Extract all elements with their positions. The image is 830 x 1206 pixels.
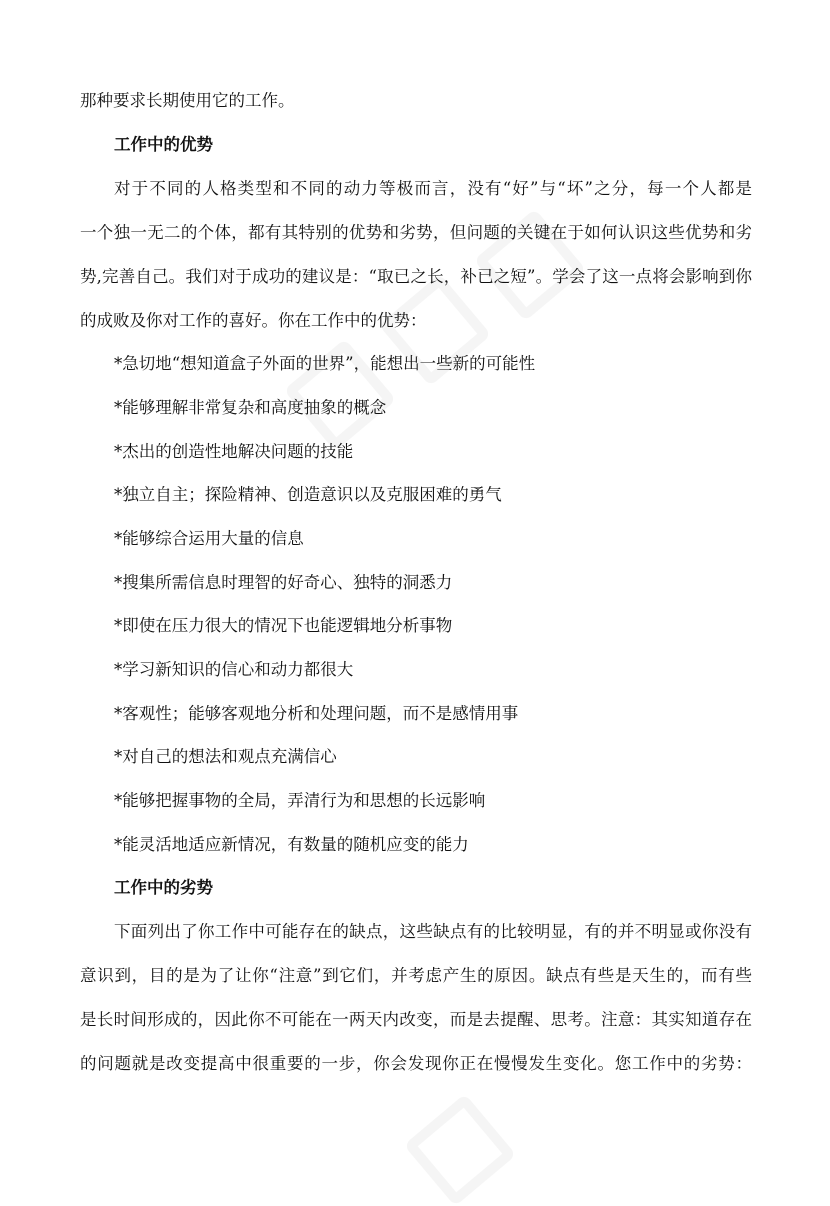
paragraph-line: 势,完善自己。我们对于成功的建议是：“取已之长，补已之短”。学会了这一点将会影响到你 bbox=[80, 267, 752, 286]
strength-list-item: *能灵活地适应新情况，有数量的随机应变的能力 bbox=[114, 835, 469, 854]
section-heading-strengths: 工作中的优势 bbox=[114, 135, 213, 154]
strength-list-item: *搜集所需信息时理智的好奇心、独特的洞悉力 bbox=[114, 573, 453, 592]
strength-list-item: *能够理解非常复杂和高度抽象的概念 bbox=[114, 398, 387, 417]
paragraph-line: 下面列出了你工作中可能存在的缺点，这些缺点有的比较明显，有的并不明显或你没有 bbox=[114, 922, 752, 941]
strength-list-item: *能够把握事物的全局，弄清行为和思想的长远影响 bbox=[114, 791, 486, 810]
strength-list-item: *对自己的想法和观点充满信心 bbox=[114, 747, 337, 766]
paragraph-line: 一个独一无二的个体，都有其特别的优势和劣势，但问题的关键在于如何认识这些优势和劣 bbox=[80, 223, 752, 242]
section-heading-weaknesses: 工作中的劣势 bbox=[114, 878, 213, 897]
strength-list-item: *杰出的创造性地解决问题的技能 bbox=[114, 442, 354, 461]
watermark-logo bbox=[404, 1094, 517, 1206]
text-line-continuation: 那种要求长期使用它的工作。 bbox=[80, 91, 295, 110]
paragraph-line: 的成败及你对工作的喜好。你在工作中的优势： bbox=[80, 311, 427, 330]
paragraph-line: 的问题就是改变提高中很重要的一步，你会发现你正在慢慢发生变化。您工作中的劣势： bbox=[80, 1054, 752, 1073]
strength-list-item: *即使在压力很大的情况下也能逻辑地分析事物 bbox=[114, 616, 453, 635]
strength-list-item: *客观性；能够客观地分析和处理问题，而不是感情用事 bbox=[114, 704, 519, 723]
strength-list-item: *独立自主；探险精神、创造意识以及克服困难的勇气 bbox=[114, 485, 502, 504]
strength-list-item: *学习新知识的信心和动力都很大 bbox=[114, 660, 354, 679]
paragraph-line: 是长时间形成的，因此你不可能在一两天内改变，而是去提醒、思考。注意：其实知道存在 bbox=[80, 1010, 752, 1029]
paragraph-line: 意识到，目的是为了让你“注意”到它们，并考虑产生的原因。缺点有些是天生的，而有些 bbox=[80, 966, 752, 985]
strength-list-item: *能够综合运用大量的信息 bbox=[114, 529, 304, 548]
strength-list-item: *急切地“想知道盒子外面的世界”，能想出一些新的可能性 bbox=[114, 354, 536, 373]
paragraph-line: 对于不同的人格类型和不同的动力等极而言，没有“好”与“坏”之分，每一个人都是 bbox=[114, 179, 752, 198]
